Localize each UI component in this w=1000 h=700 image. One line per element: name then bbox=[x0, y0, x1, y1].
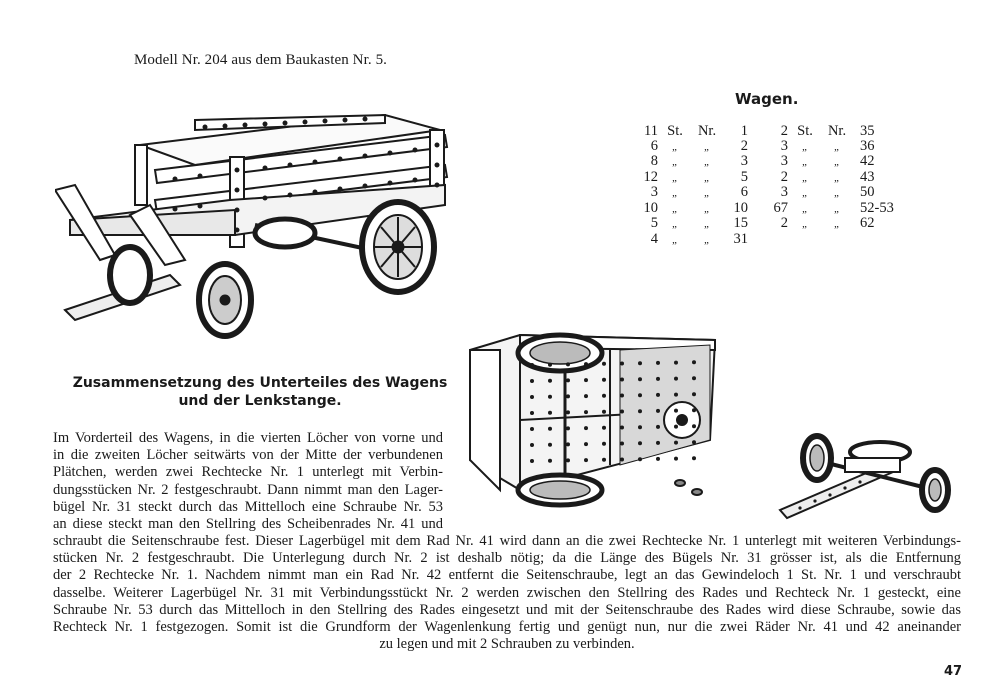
plate-hole bbox=[620, 378, 624, 382]
part-quantity-text: 11 bbox=[644, 123, 658, 139]
part-unit-st bbox=[788, 232, 822, 248]
plate-hole bbox=[692, 456, 696, 460]
part-quantity bbox=[640, 154, 658, 170]
plate-hole bbox=[674, 377, 678, 381]
body-text-line: zu legen und mit 2 Schrauben zu verbinden. bbox=[379, 636, 635, 653]
body-text-line: dasselbe. Weiterer Lagerbügel Nr. 31 mit Verbindungsstückt Nr. 2 werden zwischen den Stellring des Rades und Rechteck Nr. 1 gesteckt, eine bbox=[53, 584, 961, 601]
part-number bbox=[852, 201, 902, 217]
plate-hole bbox=[656, 457, 660, 461]
part-quantity bbox=[772, 216, 788, 232]
part-unit-nr-text: „ bbox=[833, 140, 841, 153]
part-number-text: 35 bbox=[860, 123, 875, 139]
parts-list-row bbox=[640, 124, 902, 139]
plate-hole bbox=[620, 362, 624, 366]
plate-hole bbox=[548, 395, 552, 399]
column-gap bbox=[748, 232, 772, 248]
plate-hole bbox=[638, 441, 642, 445]
part-unit-st bbox=[658, 170, 692, 186]
section-heading bbox=[60, 374, 460, 410]
parts-list-row bbox=[640, 170, 902, 186]
plate-hole bbox=[638, 457, 642, 461]
part-unit-nr-text: Nr. bbox=[827, 123, 847, 139]
part-unit-nr bbox=[822, 170, 852, 186]
plate-hole bbox=[566, 442, 570, 446]
part-unit-st bbox=[658, 201, 692, 217]
plate-hole bbox=[620, 426, 624, 430]
part-number bbox=[852, 170, 902, 186]
steering-assembly-illustration bbox=[775, 430, 965, 520]
parts-list-row bbox=[640, 201, 902, 217]
part-number bbox=[852, 154, 902, 170]
part-number bbox=[722, 216, 748, 232]
parts-list-row bbox=[640, 154, 902, 170]
plate-hole bbox=[674, 361, 678, 365]
part-quantity-text: 2 bbox=[780, 215, 788, 231]
parts-list-row bbox=[640, 216, 902, 232]
plate-hole bbox=[584, 410, 588, 414]
plate-hole bbox=[656, 441, 660, 445]
part-quantity bbox=[772, 201, 788, 217]
plate-hole bbox=[638, 393, 642, 397]
column-gap bbox=[748, 139, 772, 155]
plate-hole bbox=[656, 425, 660, 429]
plate-hole bbox=[602, 426, 606, 430]
part-unit-st bbox=[658, 139, 692, 155]
plate-hole bbox=[656, 393, 660, 397]
part-quantity bbox=[640, 170, 658, 186]
plate-hole bbox=[566, 410, 570, 414]
plate-hole bbox=[692, 408, 696, 412]
part-quantity-text: 2 bbox=[780, 168, 788, 185]
part-quantity bbox=[640, 185, 658, 201]
part-unit-nr bbox=[692, 185, 722, 201]
body-text-narrow bbox=[53, 430, 443, 533]
plate-hole bbox=[692, 424, 696, 428]
part-unit-st-text: „ bbox=[671, 140, 679, 153]
body-text-line: an diese steckt man den Stellring des Scheibenrades Nr. 41 und bbox=[53, 516, 443, 533]
part-number-text: 50 bbox=[860, 184, 875, 200]
plate-hole bbox=[656, 409, 660, 413]
plate-hole bbox=[692, 360, 696, 364]
plate-hole bbox=[602, 394, 606, 398]
part-number bbox=[852, 124, 902, 139]
plate-hole bbox=[638, 361, 642, 365]
part-unit-st bbox=[788, 201, 822, 217]
part-unit-nr-text: „ bbox=[833, 171, 841, 184]
part-unit-nr bbox=[822, 232, 852, 248]
part-unit-st bbox=[788, 154, 822, 170]
part-unit-st bbox=[788, 170, 822, 186]
part-quantity bbox=[772, 170, 788, 186]
plate-hole bbox=[638, 409, 642, 413]
part-quantity-text: 3 bbox=[780, 184, 788, 200]
part-unit-nr bbox=[692, 201, 722, 217]
body-text-line: bügel Nr. 31 steckt durch das Mittelloch eine Schraube Nr. 53 bbox=[53, 498, 443, 515]
part-number-text: 52-53 bbox=[860, 199, 894, 216]
part-unit-st-text: „ bbox=[801, 187, 809, 199]
part-number bbox=[722, 232, 748, 248]
part-unit-nr bbox=[692, 216, 722, 232]
part-unit-st bbox=[658, 232, 692, 248]
part-quantity bbox=[772, 232, 788, 248]
plate-hole bbox=[638, 425, 642, 429]
part-unit-st-text: „ bbox=[671, 233, 679, 246]
part-number bbox=[852, 185, 902, 201]
part-number-text: 31 bbox=[733, 230, 748, 247]
plate-hole bbox=[548, 427, 552, 431]
part-quantity-text: 3 bbox=[780, 137, 788, 154]
plate-hole bbox=[602, 362, 606, 366]
part-unit-nr bbox=[822, 124, 852, 139]
part-unit-nr bbox=[692, 124, 722, 139]
plate-hole bbox=[548, 443, 552, 447]
part-quantity-text: 10 bbox=[643, 199, 658, 216]
part-unit-st bbox=[788, 124, 822, 139]
part-unit-nr bbox=[822, 201, 852, 217]
plate-hole bbox=[584, 394, 588, 398]
part-unit-nr bbox=[692, 232, 722, 248]
column-gap bbox=[748, 185, 772, 201]
plate-hole bbox=[674, 393, 678, 397]
part-unit-st-text: „ bbox=[801, 140, 809, 153]
section-heading-line2: und der Lenkstange. bbox=[178, 393, 342, 409]
part-quantity bbox=[640, 139, 658, 155]
page-number: 47 bbox=[944, 664, 963, 679]
part-unit-st bbox=[658, 185, 692, 201]
part-quantity-text: 8 bbox=[650, 153, 658, 169]
part-number-text: 3 bbox=[740, 153, 748, 169]
section-heading-line1: Zusammensetzung des Unterteiles des Wagens bbox=[72, 375, 448, 391]
plate-hole bbox=[548, 363, 552, 367]
part-number-text: 1 bbox=[740, 123, 748, 139]
plate-hole bbox=[584, 362, 588, 366]
part-unit-nr-text: „ bbox=[703, 171, 711, 184]
body-text-line: stücken Nr. 2 festgeschraubt. Die Unterlegung durch Nr. 2 ist deshalb nötig; da die Länge des Bügels Nr. 31 grösser ist, als die Entfernung bbox=[53, 550, 961, 567]
part-unit-st-text: „ bbox=[801, 202, 809, 215]
part-number bbox=[722, 170, 748, 186]
part-number bbox=[722, 154, 748, 170]
part-unit-nr-text: „ bbox=[833, 218, 841, 230]
parts-list-table bbox=[640, 124, 902, 247]
part-unit-nr bbox=[822, 154, 852, 170]
part-unit-nr-text: „ bbox=[703, 187, 711, 199]
part-unit-nr-text: „ bbox=[703, 218, 711, 230]
body-text-line: der 2 Rechtecke Nr. 1. Nachdem nimmt man ein Rad Nr. 42 entfernt die Seitenschraube, legt an das Gewindeloch 1 St. Nr. 1 und verschraubt bbox=[53, 567, 961, 584]
plate-hole bbox=[674, 425, 678, 429]
plate-hole bbox=[602, 458, 606, 462]
part-unit-nr-text: Nr. bbox=[697, 123, 717, 139]
part-unit-st bbox=[658, 216, 692, 232]
part-unit-nr bbox=[822, 139, 852, 155]
part-unit-st-text: „ bbox=[801, 171, 809, 184]
column-gap bbox=[748, 201, 772, 217]
body-text-line: dungsstücken Nr. 2 festgeschraubt. Dann nimmt man den Lager- bbox=[53, 481, 443, 498]
parts-list-row bbox=[640, 185, 902, 201]
plate-hole bbox=[692, 440, 696, 444]
part-unit-nr-text: „ bbox=[703, 156, 711, 168]
part-number-text: 10 bbox=[733, 199, 748, 216]
parts-list-row bbox=[640, 232, 902, 248]
plate-hole bbox=[566, 394, 570, 398]
part-unit-st-text: St. bbox=[797, 123, 813, 139]
plate-hole bbox=[584, 426, 588, 430]
part-number-text: 5 bbox=[740, 168, 748, 185]
plate-hole bbox=[548, 379, 552, 383]
plate-hole bbox=[674, 409, 678, 413]
part-unit-st-text: „ bbox=[671, 187, 679, 199]
plate-hole bbox=[584, 442, 588, 446]
part-number-text: 36 bbox=[860, 137, 875, 154]
part-unit-st-text: „ bbox=[801, 156, 809, 168]
part-quantity bbox=[772, 139, 788, 155]
part-unit-nr-text: „ bbox=[833, 156, 841, 168]
part-unit-nr bbox=[692, 139, 722, 155]
part-quantity bbox=[640, 216, 658, 232]
part-number-text: 2 bbox=[740, 137, 748, 154]
part-number bbox=[852, 216, 902, 232]
part-quantity-text: 3 bbox=[780, 153, 788, 169]
plate-hole bbox=[602, 378, 606, 382]
plate-hole bbox=[620, 394, 624, 398]
plate-hole bbox=[638, 377, 642, 381]
plate-hole bbox=[530, 427, 534, 431]
part-quantity-text: 12 bbox=[643, 168, 658, 185]
part-number bbox=[852, 139, 902, 155]
part-quantity bbox=[640, 201, 658, 217]
part-unit-st-text: „ bbox=[671, 218, 679, 230]
plate-hole bbox=[692, 376, 696, 380]
model-caption: Modell Nr. 204 aus dem Baukasten Nr. 5. bbox=[134, 52, 388, 68]
part-number bbox=[852, 232, 902, 248]
part-unit-st bbox=[788, 216, 822, 232]
part-quantity bbox=[640, 124, 658, 139]
part-unit-nr-text: „ bbox=[703, 140, 711, 153]
plate-hole bbox=[620, 410, 624, 414]
part-unit-st-text: „ bbox=[801, 218, 809, 230]
plate-hole bbox=[530, 363, 534, 367]
body-text-line: in die zweiten Löcher seitwärts von der Mitte der verbundenen bbox=[53, 447, 443, 464]
part-unit-st-text: St. bbox=[667, 123, 683, 139]
body-text-line: schraubt die Seitenschraube fest. Dieser Lagerbügel mit dem Rad Nr. 41 wird dann an die zwei Rechtecke Nr. 1 unterlegt mit weiteren Verbindungs- bbox=[53, 533, 961, 549]
plate-hole bbox=[692, 392, 696, 396]
plate-hole bbox=[530, 443, 534, 447]
part-unit-st bbox=[788, 185, 822, 201]
part-quantity-text: 4 bbox=[650, 230, 658, 247]
part-number bbox=[722, 124, 748, 139]
plate-hole bbox=[548, 411, 552, 415]
part-quantity-text: 2 bbox=[780, 123, 788, 139]
parts-list-title: Wagen. bbox=[735, 90, 799, 108]
body-text-line: Schraube Nr. 53 durch das Mittelloch in den Stellring des Rades eingesetzt und mit der Seitenschraube des Rades wird diese Schraube, sowie das bbox=[53, 601, 961, 618]
plate-hole bbox=[530, 411, 534, 415]
plate-hole bbox=[548, 459, 552, 463]
part-number-text: 43 bbox=[860, 168, 875, 185]
plate-hole bbox=[566, 426, 570, 430]
part-number bbox=[722, 139, 748, 155]
part-number-text: 15 bbox=[733, 215, 748, 231]
body-text-line: Rechteck Nr. 1 festgezogen. Somit ist die Grundform der Wagenlenkung fertig und genügt nun, nur die zwei Räder Nr. 41 und 42 aneinander bbox=[53, 619, 961, 636]
part-quantity bbox=[772, 154, 788, 170]
part-quantity bbox=[640, 232, 658, 248]
plate-hole bbox=[530, 379, 534, 383]
column-gap bbox=[748, 154, 772, 170]
plate-hole bbox=[530, 395, 534, 399]
part-unit-nr bbox=[692, 170, 722, 186]
plate-hole bbox=[674, 441, 678, 445]
plate-hole bbox=[602, 442, 606, 446]
plate-hole bbox=[566, 378, 570, 382]
part-quantity bbox=[772, 124, 788, 139]
plate-hole bbox=[620, 442, 624, 446]
part-unit-nr-text: „ bbox=[833, 187, 841, 199]
plate-hole bbox=[674, 457, 678, 461]
part-number bbox=[722, 185, 748, 201]
column-gap bbox=[748, 124, 772, 139]
part-quantity bbox=[772, 185, 788, 201]
plate-hole bbox=[656, 361, 660, 365]
wagon-underside-illustration bbox=[460, 320, 725, 510]
part-unit-nr bbox=[822, 185, 852, 201]
part-number bbox=[722, 201, 748, 217]
plate-hole bbox=[620, 458, 624, 462]
part-quantity-text: 3 bbox=[650, 184, 658, 200]
part-quantity-text: 5 bbox=[650, 215, 658, 231]
part-unit-st-text: „ bbox=[671, 171, 679, 184]
part-unit-nr-text: „ bbox=[703, 202, 711, 215]
body-text-line: Plätchen, werden zwei Rechtecke Nr. 1 unterlegt mit Verbin- bbox=[53, 464, 443, 481]
part-unit-st bbox=[658, 154, 692, 170]
part-number-text: 6 bbox=[740, 184, 748, 200]
part-unit-nr-text: „ bbox=[833, 202, 841, 215]
plate-hole bbox=[566, 362, 570, 366]
part-quantity-text: 67 bbox=[773, 199, 788, 216]
plate-hole bbox=[602, 410, 606, 414]
plate-hole bbox=[584, 458, 588, 462]
part-unit-st-text: „ bbox=[671, 202, 679, 215]
parts-list-row bbox=[640, 139, 902, 155]
part-quantity-text: 6 bbox=[650, 137, 658, 154]
part-unit-nr bbox=[822, 216, 852, 232]
part-unit-st-text: „ bbox=[671, 156, 679, 168]
wagon-illustration bbox=[55, 105, 465, 345]
part-unit-nr bbox=[692, 154, 722, 170]
plate-hole bbox=[584, 378, 588, 382]
part-number-text: 62 bbox=[860, 215, 875, 231]
column-gap bbox=[748, 170, 772, 186]
plate-hole bbox=[656, 377, 660, 381]
body-text-line: Im Vorderteil des Wagens, in die vierten Löcher von vorne und bbox=[53, 430, 443, 446]
plate-hole bbox=[566, 458, 570, 462]
plate-hole bbox=[530, 459, 534, 463]
part-unit-st bbox=[658, 124, 692, 139]
part-number-text: 42 bbox=[860, 153, 875, 169]
part-unit-nr-text: „ bbox=[703, 233, 711, 246]
part-unit-st bbox=[788, 139, 822, 155]
column-gap bbox=[748, 216, 772, 232]
body-text-wide bbox=[53, 533, 961, 653]
